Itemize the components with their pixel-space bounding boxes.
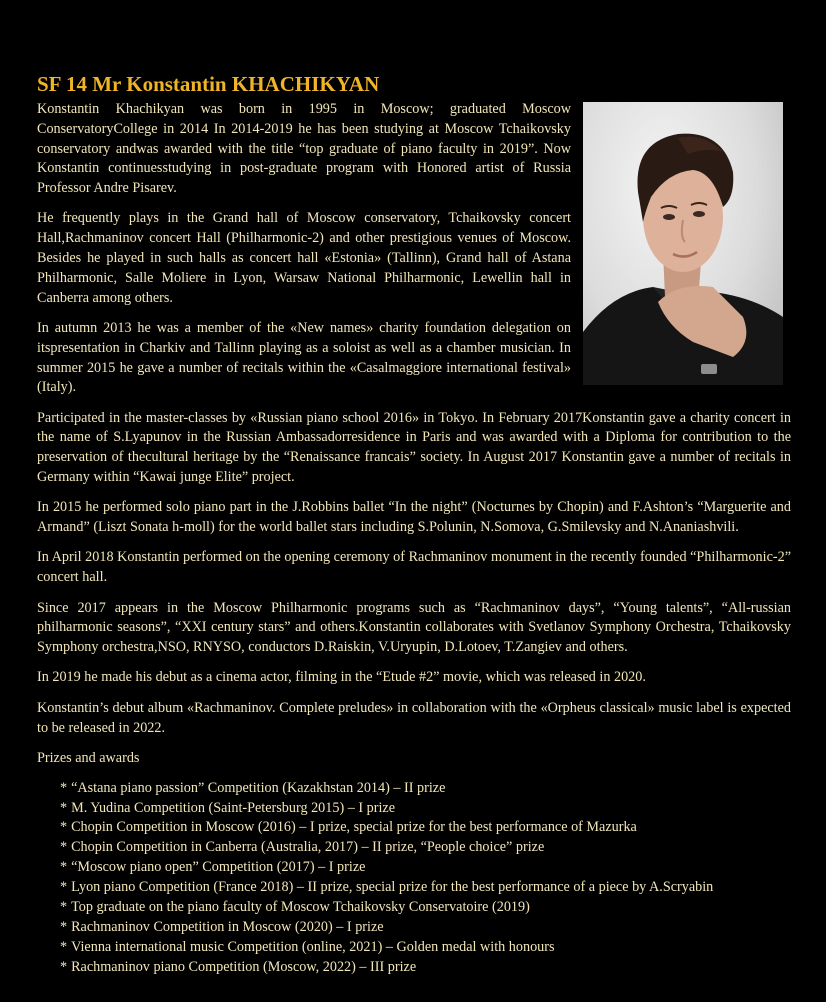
prizes-heading: Prizes and awards [37,749,140,766]
bio-paragraph-3: In autumn 2013 he was a member of the «New names» charity foundation delegation on itspresentation in Charkiv and Tallinn playing as a soloist as well as a chamber musician. In summer 2015 he gave a number of recitals within the «Casalmaggiore international festival» (Italy). [37,319,571,396]
award-item: * “Moscow piano open” Competition (2017) – I prize [60,859,366,876]
award-item: * Rachmaninov piano Competition (Moscow, 2022) – III prize [60,958,417,975]
award-item: * M. Yudina Competition (Saint-Petersburg 2015) – I prize [60,799,395,816]
bio-paragraph-2: He frequently plays in the Grand hall of Moscow conservatory, Tchaikovsky concert Hall,Rachmaninov concert Hall (Philharmonic-2) and other prestigious venues of Moscow. Besides he played in such halls as concert hall «Estonia» (Tallinn), Grand hall of Astana Philharmonic, Salle Moliere in Lyon, Warsaw National Philharmonic, Lewellin hall in Canberra among others. [37,210,571,306]
award-item: * Rachmaninov Competition in Moscow (2020) – I prize [60,918,384,935]
bio-paragraph-9: Konstantin’s debut album «Rachmaninov. Complete preludes» in collaboration with the «Orpheus classical» music label is expected to be released in 2022. [37,699,791,736]
bullet-star: * [60,779,68,796]
bullet-star: * [60,819,68,836]
bio-paragraph-6: In April 2018 Konstantin performed on the opening ceremony of Rachmaninov monument in the recently founded “Philharmonic-2” concert hall. [37,549,791,586]
bullet-star: * [60,918,68,935]
award-item: * Chopin Competition in Canberra (Australia, 2017) – II prize, “People choice” prize [60,839,545,856]
portrait-photo [583,102,783,385]
bio-paragraph-5: In 2015 he performed solo piano part in the J.Robbins ballet “In the night” (Nocturnes by Chopin) and F.Ashton’s “Marguerite and Armand” (Liszt Sonata h-moll) for the world ballet stars including S.Polunin, N.Somova, G.Smilevsky and N.Ananiashvili. [37,499,791,536]
award-item: * Vienna international music Competition (online, 2021) – Golden medal with honours [60,938,555,955]
bullet-star: * [60,938,68,955]
award-item: * Top graduate on the piano faculty of Moscow Tchaikovsky Conservatoire (2019) [60,899,530,916]
page-title: SF 14 Mr Konstantin KHACHIKYAN [37,72,380,96]
bullet-star: * [60,899,68,916]
bio-page [37,70,791,978]
award-item: * Lyon piano Competition (France 2018) – II prize, special prize for the best performance of a piece by A.Scryabin [60,879,714,896]
bio-paragraph-8: In 2019 he made his debut as a cinema actor, filming in the “Etude #2” movie, which was released in 2020. [37,669,646,686]
bullet-star: * [60,879,68,896]
award-item: * “Astana piano passion” Competition (Kazakhstan 2014) – II prize [60,779,446,796]
bullet-star: * [60,839,68,856]
bullet-star: * [60,799,68,816]
portrait-illustration [583,102,783,385]
award-item: * Chopin Competition in Moscow (2016) – I prize, special prize for the best performance of Mazurka [60,819,637,836]
bio-paragraph-4: Participated in the master-classes by «Russian piano school 2016» in Tokyo. In February 2017Konstantin gave a charity concert in the name of S.Lyapunov in the Russian Ambassadorresidence in Paris and was awarded with a Diploma for contribution to the preservation of thecultural heritage by the “Renaissance francais” society. In August 2017 Konstantin gave a number of recitals in Germany within “Kawai junge Elite” project. [37,409,791,486]
bullet-star: * [60,859,68,876]
bullet-star: * [60,958,68,975]
awards-list [37,779,791,978]
bio-paragraph-7: Since 2017 appears in the Moscow Philharmonic programs such as “Rachmaninov days”, “Young talents”, “All-russian philharmonic seasons”, “XXI century stars” and others.Konstantin collaborates with Svetlanov Symphony Orchestra, Tchaikovsky Symphony orchestra,NSO, RNYSO, conductors D.Raiskin, V.Uryupin, D.Lotoev, T.Zangiev and others. [37,599,791,656]
bio-paragraph-1: Konstantin Khachikyan was born in 1995 in Moscow; graduated Moscow ConservatoryCollege in 2014 In 2014-2019 he has been studying at Moscow Tchaikovsky conservatory andwas awarded with the title “top graduate of piano faculty in 2019”. Now Konstantin continuesstudying in post-graduate program with Honored artist of Russia Professor Andre Pisarev. [37,101,571,197]
